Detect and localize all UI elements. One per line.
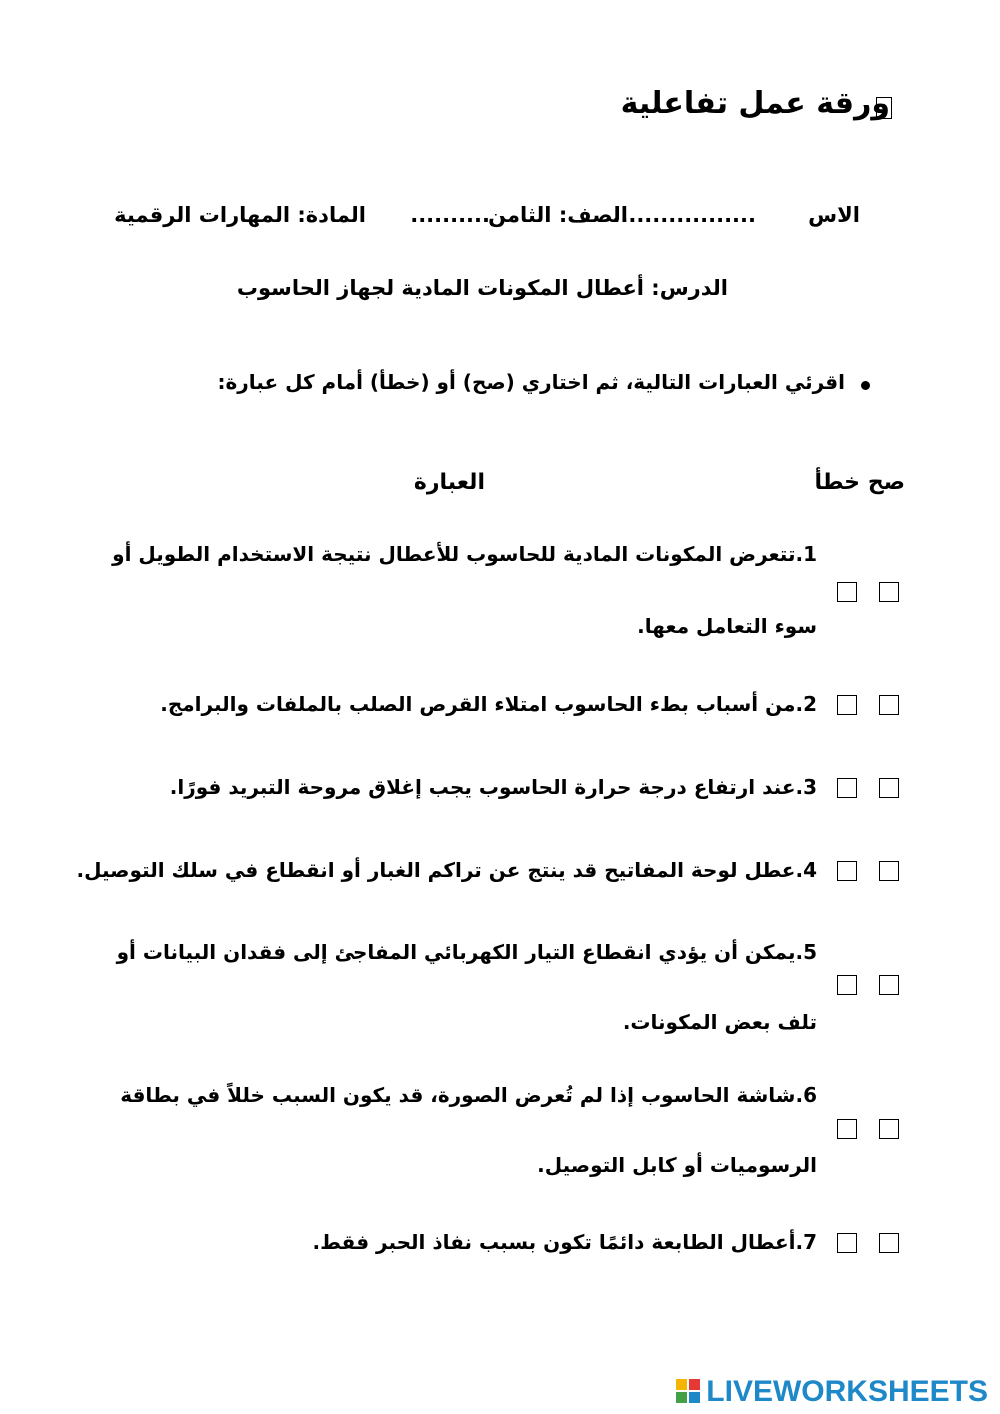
- statement-6-false-checkbox[interactable]: [837, 1119, 857, 1139]
- statement-4-true-checkbox[interactable]: [879, 861, 899, 881]
- missing-glyph-icon: [876, 97, 892, 119]
- statement-4-false-checkbox[interactable]: [837, 861, 857, 881]
- grade-blank: ..........: [410, 203, 490, 227]
- statement-6-line-1: 6.شاشة الحاسوب إذا لم تُعرض الصورة، قد يكون السبب خللاً في بطاقة: [120, 1083, 817, 1107]
- statement-1-line-1: 1.تتعرض المكونات المادية للحاسوب للأعطال نتيجة الاستخدام الطويل أو: [112, 542, 817, 566]
- statement-7-line-1: 7.أعطال الطابعة دائمًا تكون بسبب نفاذ الحبر فقط.: [312, 1230, 817, 1254]
- statement-4-line-1: 4.عطل لوحة المفاتيح قد ينتج عن تراكم الغبار أو انقطاع في سلك التوصيل.: [76, 858, 817, 882]
- bullet-icon: [861, 381, 870, 390]
- statement-6-line-2: الرسوميات أو كابل التوصيل.: [537, 1153, 817, 1177]
- page-title: ورقة عمل تفاعلية: [620, 86, 890, 121]
- statement-5-line-1: 5.يمكن أن يؤدي انقطاع التيار الكهربائي المفاجئ إلى فقدان البيانات أو: [116, 940, 817, 964]
- statement-3-true-checkbox[interactable]: [879, 778, 899, 798]
- statement-2-true-checkbox[interactable]: [879, 695, 899, 715]
- subject-label: المادة: المهارات الرقمية: [114, 203, 366, 227]
- instruction-text: اقرئي العبارات التالية، ثم اختاري (صح) أو (خطأ) أمام كل عبارة:: [217, 370, 845, 394]
- statement-3-line-1: 3.عند ارتفاع درجة حرارة الحاسوب يجب إغلاق مروحة التبريد فورًا.: [169, 775, 817, 799]
- statement-5-line-2: تلف بعض المكونات.: [622, 1010, 817, 1034]
- statement-5-false-checkbox[interactable]: [837, 975, 857, 995]
- grade-label: الصف: الثامن: [488, 203, 628, 227]
- statement-1-false-checkbox[interactable]: [837, 582, 857, 602]
- statement-5-true-checkbox[interactable]: [879, 975, 899, 995]
- statement-2-line-1: 2.من أسباب بطء الحاسوب امتلاء القرص الصلب بالملفات والبرامج.: [160, 692, 817, 716]
- statement-2-false-checkbox[interactable]: [837, 695, 857, 715]
- statement-1-line-2: سوء التعامل معها.: [637, 614, 817, 638]
- column-true-label: صح: [867, 470, 905, 495]
- brand-name: LIVEWORKSHEETS: [706, 1375, 988, 1408]
- statement-7-false-checkbox[interactable]: [837, 1233, 857, 1253]
- column-false-label: خطأ: [814, 470, 860, 495]
- lesson-title: الدرس: أعطال المكونات المادية لجهاز الحاسوب: [236, 276, 728, 300]
- column-statement-label: العبارة: [413, 470, 485, 495]
- statement-3-false-checkbox[interactable]: [837, 778, 857, 798]
- statement-6-true-checkbox[interactable]: [879, 1119, 899, 1139]
- statement-7-true-checkbox[interactable]: [879, 1233, 899, 1253]
- liveworksheets-logo-icon: [676, 1379, 702, 1405]
- name-blank: ..................: [612, 203, 756, 227]
- brand-footer[interactable]: [676, 1375, 988, 1409]
- statement-1-true-checkbox[interactable]: [879, 582, 899, 602]
- name-label: الاس: [808, 203, 860, 227]
